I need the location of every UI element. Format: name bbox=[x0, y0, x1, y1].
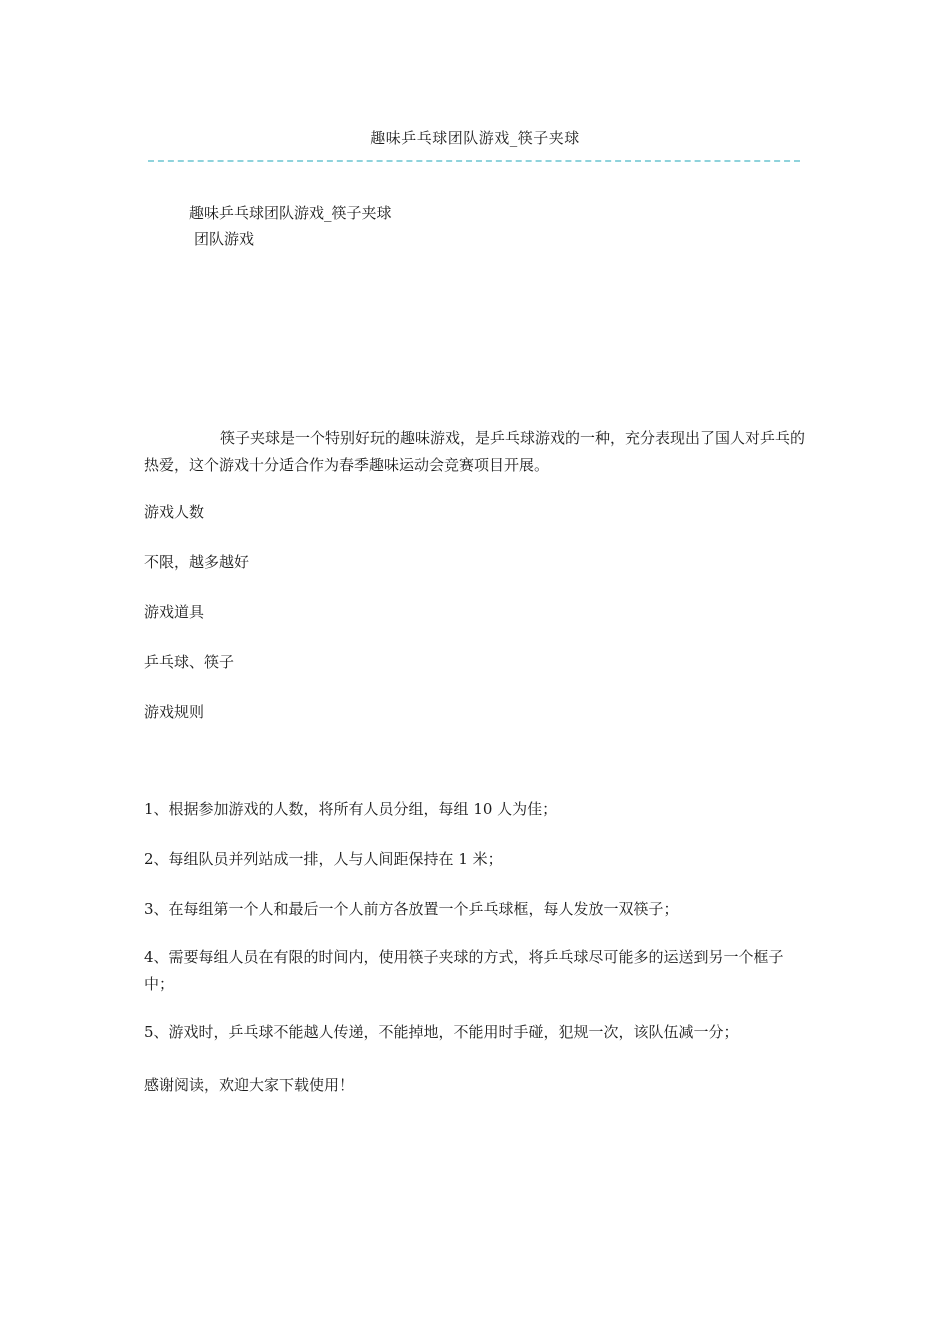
props-heading: 游戏道具 bbox=[144, 603, 205, 621]
players-value: 不限，越多越好 bbox=[144, 553, 250, 571]
document-category: 团队游戏 bbox=[194, 230, 255, 248]
rule-item: 3、在每组第一个人和最后一个人前方各放置一个乒乓球框，每人发放一双筷子； bbox=[144, 900, 679, 918]
header-divider bbox=[148, 160, 800, 162]
players-heading: 游戏人数 bbox=[144, 503, 205, 521]
rule-item: 2、每组队员并列站成一排，人与人间距保持在 1 米； bbox=[144, 850, 503, 868]
intro-paragraph: 筷子夹球是一个特别好玩的趣味游戏，是乒乓球游戏的一种，充分表现出了国人对乒乓的热爱，这个游戏十分适合作为春季趣味运动会竞赛项目开展。 bbox=[144, 429, 806, 474]
document-title: 趣味乒乓球团队游戏_筷子夹球 bbox=[189, 204, 392, 222]
rule-item: 4、需要每组人员在有限的时间内，使用筷子夹球的方式，将乒乓球尽可能多的运送到另一个框子中； bbox=[144, 948, 784, 993]
closing-note: 感谢阅读，欢迎大家下载使用！ bbox=[144, 1076, 355, 1094]
header-title: 趣味乒乓球团队游戏_筷子夹球 bbox=[370, 129, 580, 147]
props-value: 乒乓球、筷子 bbox=[144, 653, 235, 671]
rules-heading: 游戏规则 bbox=[144, 703, 205, 721]
rule-item: 1、根据参加游戏的人数，将所有人员分组，每组 10 人为佳； bbox=[144, 800, 558, 818]
rule-item: 5、游戏时，乒乓球不能越人传递，不能掉地，不能用时手碰，犯规一次，该队伍减一分； bbox=[144, 1023, 739, 1041]
